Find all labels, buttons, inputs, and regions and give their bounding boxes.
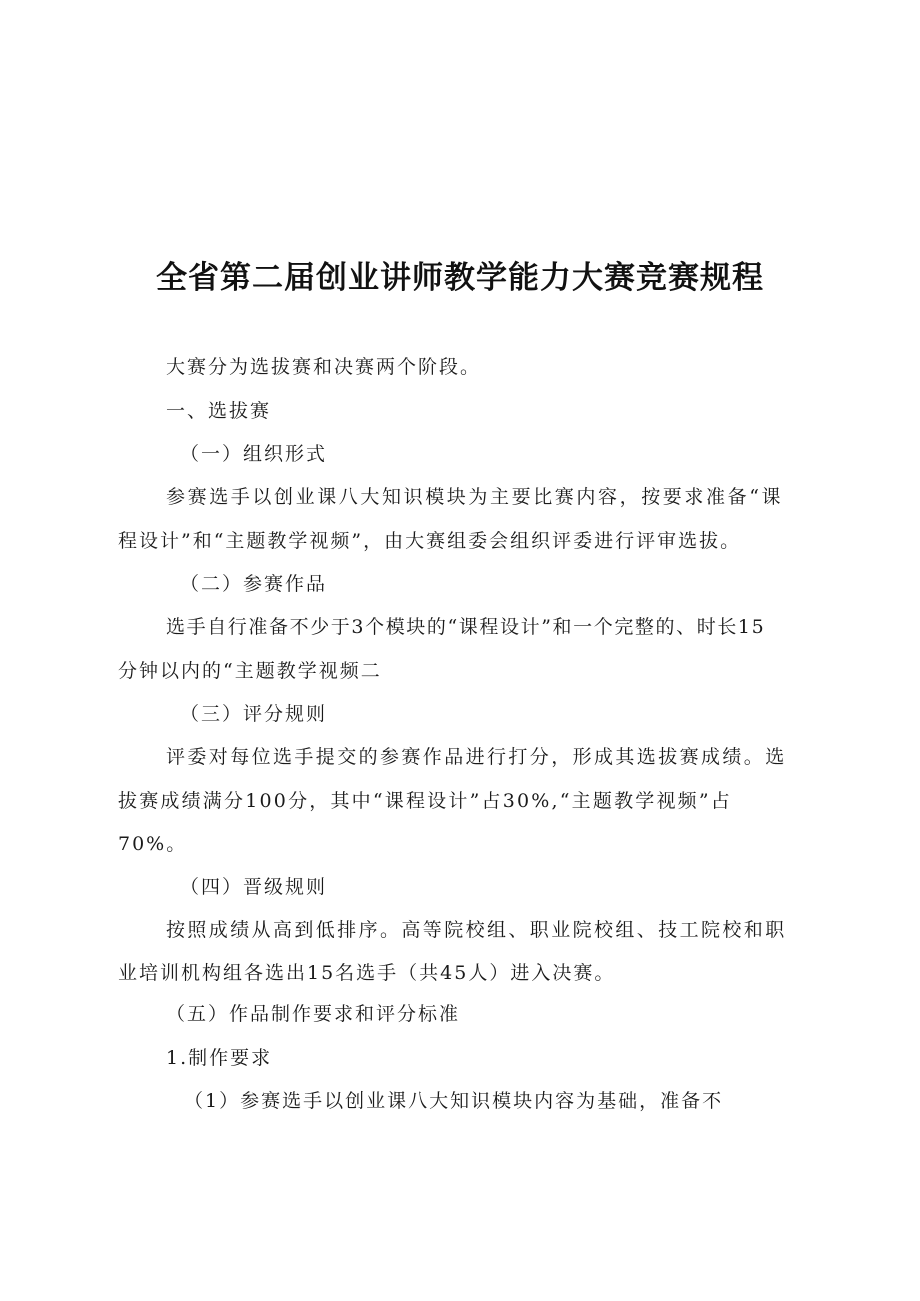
- paragraph-line: 分钟以内的“主题教学视频二: [118, 660, 382, 682]
- section-heading-selection: 一、选拔赛: [166, 400, 272, 422]
- paragraph-line: 选手自行准备不少于3个模块的“课程设计”和一个完整的、时长15: [166, 616, 766, 638]
- paragraph-line: 按照成绩从高到低排序。高等院校组、职业院校组、技工院校和职: [166, 919, 787, 941]
- subheading-scoring-rules: （三）评分规则: [180, 703, 328, 725]
- paragraph-line: 拔赛成绩满分100分，其中“课程设计”占30%,“主题教学视频”占: [118, 790, 732, 812]
- paragraph-line: 业培训机构组各选出15名选手（共45人）进入决赛。: [118, 962, 616, 984]
- paragraph-line: 70%。: [118, 833, 188, 855]
- paragraph-line: 评委对每位选手提交的参赛作品进行打分，形成其选拔赛成绩。选: [166, 746, 787, 768]
- document-title: 全省第二届创业讲师教学能力大赛竞赛规程: [156, 260, 764, 296]
- item-heading-production: 1.制作要求: [166, 1047, 273, 1069]
- subheading-organization-form: （一）组织形式: [180, 443, 328, 465]
- paragraph-line: 程设计”和“主题教学视频”，由大赛组委会组织评委进行评审选拔。: [118, 530, 742, 552]
- subheading-entries: （二）参赛作品: [180, 573, 328, 595]
- subheading-production-requirements: （五）作品制作要求和评分标准: [166, 1003, 461, 1025]
- subheading-advancement-rules: （四）晋级规则: [180, 876, 328, 898]
- item-subpoint: （1）参赛选手以创业课八大知识模块内容为基础，准备不: [184, 1090, 724, 1112]
- intro-paragraph: 大赛分为选拔赛和决赛两个阶段。: [166, 356, 482, 378]
- paragraph-line: 参赛选手以创业课八大知识模块为主要比赛内容，按要求准备“课: [166, 486, 784, 508]
